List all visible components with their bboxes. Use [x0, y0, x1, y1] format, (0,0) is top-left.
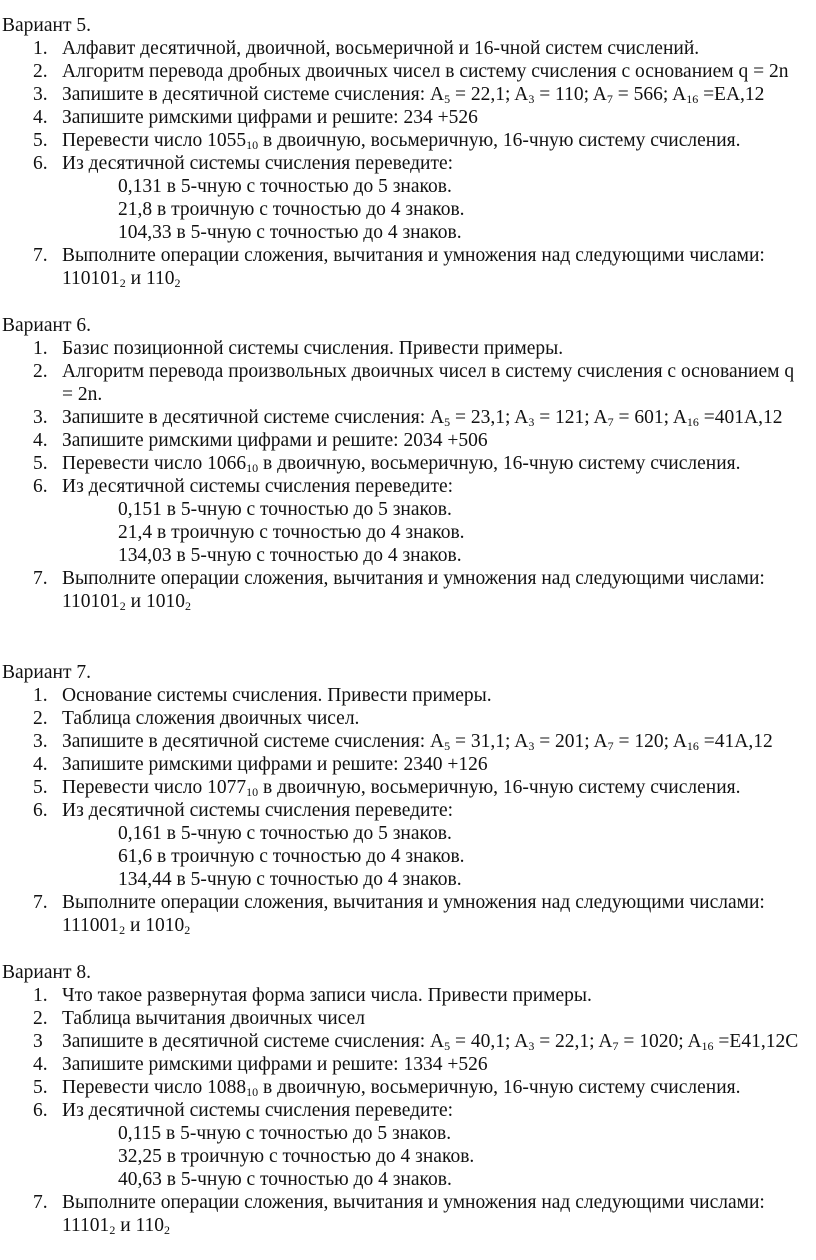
task-text: =41A,12: [698, 731, 773, 752]
task-text: Перевести число 1088: [62, 1077, 247, 1098]
subscript-base: 5: [444, 739, 451, 753]
task-text: и 1010: [125, 915, 185, 936]
variant-section: [0, 961, 816, 1237]
task-text: Запишите в десятичной системе счисления: A: [62, 84, 445, 105]
task-number: 4.: [33, 1054, 48, 1075]
task-text: и 110: [115, 1215, 165, 1236]
task-item: [0, 1076, 816, 1099]
task-text: = 110; A: [534, 84, 607, 105]
task-number: 2.: [33, 1008, 48, 1029]
task-text: = 1020; A: [618, 1031, 702, 1052]
task-text: в двоичную, восьмеричную, 16-чную систему счисления.: [258, 1077, 741, 1098]
task-text: Основание системы счисления. Привести примеры.: [62, 685, 492, 706]
task-item: [0, 1030, 816, 1053]
subscript-base: 2: [119, 923, 126, 937]
task-text: = 566; A: [612, 84, 687, 105]
task-text: и 1010: [125, 591, 185, 612]
task-item: [0, 567, 816, 613]
subscript-base: 16: [686, 92, 699, 106]
task-text: Запишите в десятичной системе счисления: A: [62, 731, 445, 752]
subscript-base: 10: [246, 1085, 259, 1099]
variant-title: Вариант 6.: [2, 315, 91, 336]
conversion-subtask: 21,4 в троичную с точностью до 4 знаков.: [118, 522, 465, 543]
subscript-base: 3: [528, 1039, 535, 1053]
task-text: = 201; A: [534, 731, 608, 752]
task-item: [0, 83, 816, 106]
task-number: 6.: [33, 800, 48, 821]
subscript-base: 2: [119, 276, 126, 290]
task-number: 1.: [33, 38, 48, 59]
variant-section: [0, 14, 816, 290]
task-text: = 40,1; A: [450, 1031, 529, 1052]
task-number: 1.: [33, 685, 48, 706]
task-number: 3.: [33, 84, 48, 105]
subscript-base: 5: [444, 1039, 451, 1053]
task-item: [0, 106, 816, 129]
task-item: [0, 799, 816, 891]
task-list: [0, 684, 816, 937]
task-number: 5.: [33, 1077, 48, 1098]
subscript-base: 16: [686, 739, 699, 753]
task-text: = 121; A: [534, 407, 608, 428]
conversion-subtask: 61,6 в троичную с точностью до 4 знаков.: [118, 846, 465, 867]
task-text: в двоичную, восьмеричную, 16-чную систему счисления.: [258, 777, 741, 798]
task-text: Перевести число 1077: [62, 777, 247, 798]
task-number: 5.: [33, 777, 48, 798]
variant-title: Вариант 7.: [2, 662, 91, 683]
task-number: 4.: [33, 107, 48, 128]
conversion-subtask: 134,03 в 5-чную с точностью до 4 знаков.: [118, 545, 462, 566]
task-number: 5.: [33, 453, 48, 474]
task-text: Таблица сложения двоичных чисел.: [62, 708, 360, 729]
task-item: [0, 1191, 816, 1237]
task-number: 3.: [33, 731, 48, 752]
task-text: Алгоритм перевода произвольных двоичных чисел в систему счисления с основанием q = 2n.: [62, 361, 795, 405]
task-item: [0, 429, 816, 452]
task-list: [0, 984, 816, 1237]
task-list: [0, 337, 816, 613]
task-number: 2.: [33, 61, 48, 82]
task-number: 4.: [33, 754, 48, 775]
task-text: = 601; A: [613, 407, 687, 428]
task-item: [0, 1007, 816, 1030]
task-item: [0, 984, 816, 1007]
task-list: [0, 37, 816, 290]
conversion-subtask: 32,25 в троичную с точностью до 4 знаков.: [118, 1146, 475, 1167]
subscript-base: 7: [607, 415, 614, 429]
task-item: [0, 452, 816, 475]
subscript-base: 7: [612, 1039, 619, 1053]
task-text: Выполните операции сложения, вычитания и умножения над следующими числами: 11101: [62, 1192, 765, 1236]
task-text: Из десятичной системы счисления переведите:: [62, 800, 454, 821]
task-text: =EA,12: [698, 84, 765, 105]
task-text: Из десятичной системы счисления переведите:: [62, 1100, 454, 1121]
task-item: [0, 152, 816, 244]
task-text: Запишите в десятичной системе счисления: A: [62, 407, 445, 428]
conversion-subtask: 104,33 в 5-чную с точностью до 4 знаков.: [118, 222, 462, 243]
conversion-subtask: 134,44 в 5-чную с точностью до 4 знаков.: [118, 869, 462, 890]
task-number: 5.: [33, 130, 48, 151]
task-number: 2.: [33, 361, 48, 382]
conversion-subtask: 0,131 в 5-чную с точностью до 5 знаков.: [118, 176, 452, 197]
task-number: 1.: [33, 338, 48, 359]
conversion-subtask: 0,115 в 5-чную с точностью до 5 знаков.: [118, 1123, 452, 1144]
task-text: = 22,1; A: [534, 1031, 613, 1052]
task-text: Запишите римскими цифрами и решите: 1334 +526: [62, 1054, 488, 1075]
task-text: и 110: [125, 268, 175, 289]
task-item: [0, 753, 816, 776]
task-text: Из десятичной системы счисления переведите:: [62, 476, 454, 497]
task-text: Выполните операции сложения, вычитания и умножения над следующими числами: 111001: [62, 892, 765, 936]
subscript-base: 16: [701, 1039, 714, 1053]
task-item: [0, 891, 816, 937]
subscript-base: 2: [119, 599, 126, 613]
variants-container: [0, 14, 816, 1237]
conversion-subtask: 0,151 в 5-чную с точностью до 5 знаков.: [118, 499, 452, 520]
task-text: Запишите римскими цифрами и решите: 2340 +126: [62, 754, 488, 775]
subscript-base: 3: [528, 92, 535, 106]
subscript-base: 7: [606, 92, 613, 106]
subscript-base: 7: [607, 739, 614, 753]
subscript-base: 2: [184, 599, 191, 613]
task-number: 1.: [33, 985, 48, 1006]
task-number: 6.: [33, 153, 48, 174]
variant-title: Вариант 8.: [2, 962, 91, 983]
task-item: [0, 244, 816, 290]
task-text: Запишите в десятичной системе счисления: A: [62, 1031, 445, 1052]
task-number: 3: [33, 1031, 43, 1052]
task-number: 3.: [33, 407, 48, 428]
task-text: Что такое развернутая форма записи числа. Привести примеры.: [62, 985, 592, 1006]
task-number: 7.: [33, 245, 48, 266]
task-item: [0, 730, 816, 753]
task-text: Таблица вычитания двоичных чисел: [62, 1008, 366, 1029]
task-item: [0, 776, 816, 799]
task-number: 2.: [33, 708, 48, 729]
task-item: [0, 1053, 816, 1076]
task-text: Алгоритм перевода дробных двоичных чисел в систему счисления с основанием q = 2n: [62, 61, 789, 82]
task-text: Выполните операции сложения, вычитания и умножения над следующими числами: 110101: [62, 568, 765, 612]
section-spacer: [0, 290, 816, 314]
task-number: 6.: [33, 476, 48, 497]
subscript-base: 2: [109, 1223, 116, 1237]
task-text: Перевести число 1055: [62, 130, 247, 151]
task-number: 7.: [33, 1192, 48, 1213]
task-text: =401A,12: [698, 407, 783, 428]
section-spacer: [0, 937, 816, 961]
task-item: [0, 684, 816, 707]
subscript-base: 3: [528, 415, 535, 429]
task-text: = 23,1; A: [450, 407, 529, 428]
task-item: [0, 475, 816, 567]
task-text: Алфавит десятичной, двоичной, восьмеричной и 16-чной систем счислений.: [62, 38, 700, 59]
subscript-base: 10: [246, 138, 259, 152]
section-spacer: [0, 613, 816, 661]
subscript-base: 2: [184, 923, 191, 937]
task-item: [0, 707, 816, 730]
subscript-base: 5: [444, 92, 451, 106]
task-item: [0, 129, 816, 152]
task-text: Перевести число 1066: [62, 453, 247, 474]
task-text: = 120; A: [613, 731, 687, 752]
task-text: =E41,12C: [713, 1031, 799, 1052]
task-item: [0, 1099, 816, 1191]
task-item: [0, 37, 816, 60]
subscript-base: 2: [164, 1223, 171, 1237]
subscript-base: 3: [528, 739, 535, 753]
subscript-base: 2: [174, 276, 181, 290]
document-page: [0, 14, 816, 1237]
task-number: 6.: [33, 1100, 48, 1121]
subscript-base: 5: [444, 415, 451, 429]
task-text: Запишите римскими цифрами и решите: 234 +526: [62, 107, 478, 128]
task-item: [0, 60, 816, 83]
task-text: в двоичную, восьмеричную, 16-чную систему счисления.: [258, 453, 741, 474]
conversion-subtask: 40,63 в 5-чную с точностью до 4 знаков.: [118, 1169, 452, 1190]
task-text: Из десятичной системы счисления переведите:: [62, 153, 454, 174]
task-text: Запишите римскими цифрами и решите: 2034 +506: [62, 430, 488, 451]
task-text: в двоичную, восьмеричную, 16-чную систему счисления.: [258, 130, 741, 151]
conversion-subtask: 0,161 в 5-чную с точностью до 5 знаков.: [118, 823, 452, 844]
task-text: Базис позиционной системы счисления. Привести примеры.: [62, 338, 564, 359]
subscript-base: 10: [246, 785, 259, 799]
task-text: = 31,1; A: [450, 731, 529, 752]
task-number: 7.: [33, 568, 48, 589]
subscript-base: 16: [686, 415, 699, 429]
task-number: 7.: [33, 892, 48, 913]
subscript-base: 10: [246, 461, 259, 475]
task-text: Выполните операции сложения, вычитания и умножения над следующими числами: 110101: [62, 245, 765, 289]
task-item: [0, 406, 816, 429]
variant-title: Вариант 5.: [2, 15, 91, 36]
variant-section: [0, 314, 816, 613]
task-item: [0, 360, 816, 406]
task-text: = 22,1; A: [450, 84, 529, 105]
variant-section: [0, 661, 816, 937]
conversion-subtask: 21,8 в троичную с точностью до 4 знаков.: [118, 199, 465, 220]
task-number: 4.: [33, 430, 48, 451]
task-item: [0, 337, 816, 360]
